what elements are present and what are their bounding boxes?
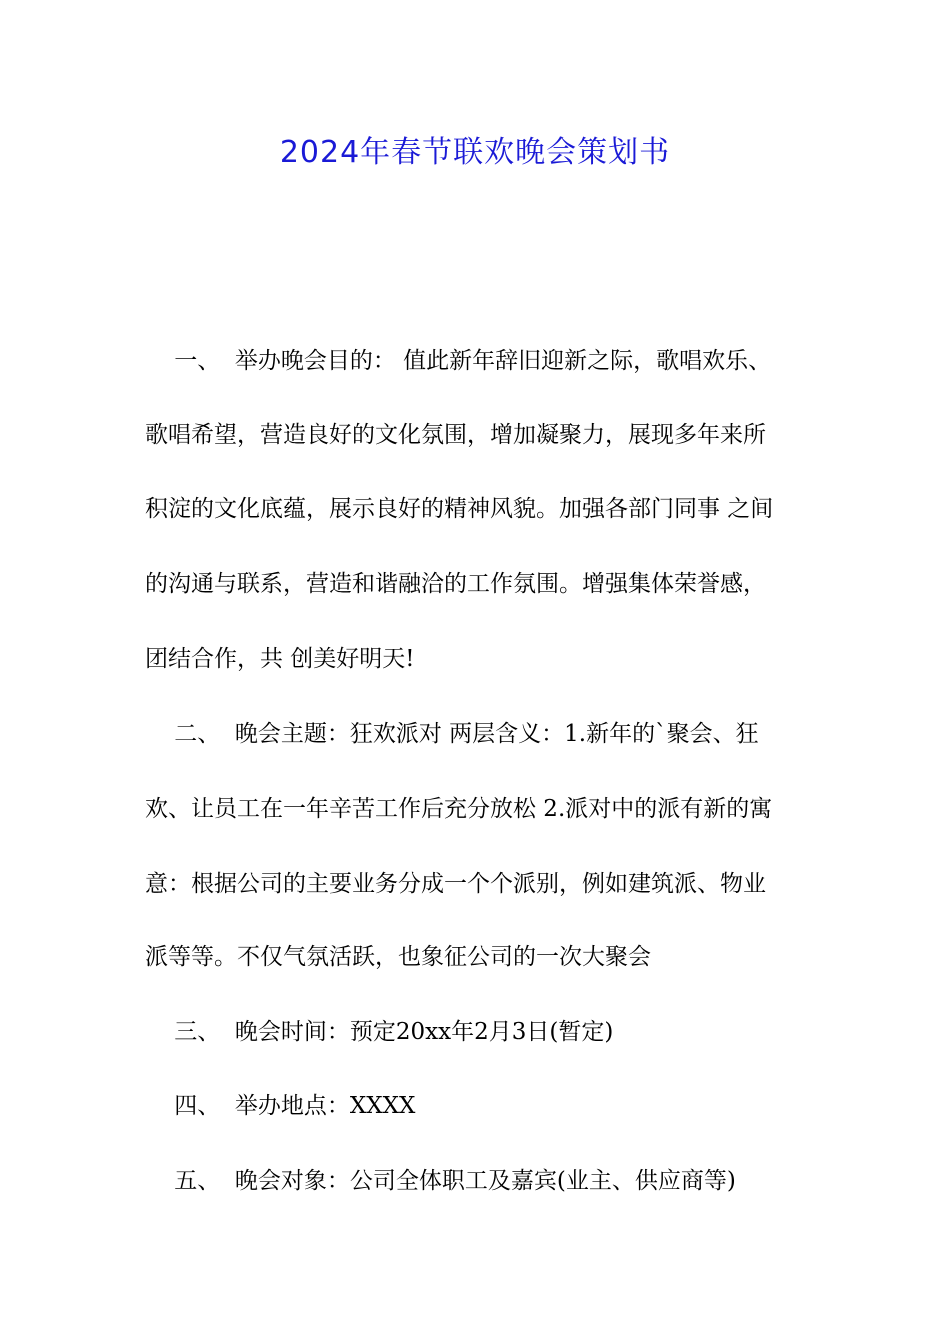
text-line-6: 二、 晚会主题：狂欢派对 两层含义：1.新年的`聚会、狂 [145, 721, 759, 747]
text-line-4: 的沟通与联系，营造和谐融洽的工作氛围。增强集体荣誉感， [145, 571, 766, 597]
text-line-1: 一、 举办晚会目的： 值此新年辞旧迎新之际，歌唱欢乐、 [145, 348, 772, 374]
text-line-5: 团结合作，共 创美好明天! [145, 646, 415, 672]
text-line-11: 四、 举办地点：XXXX [145, 1093, 416, 1119]
text-line-9: 派等等。不仅气氛活跃，也象征公司的一次大聚会 [145, 944, 651, 970]
text-line-7: 欢、让员工在一年辛苦工作后充分放松 2.派对中的派有新的寓 [145, 796, 773, 822]
text-line-2: 歌唱希望，营造良好的文化氛围，增加凝聚力，展现多年来所 [145, 422, 766, 448]
text-line-10: 三、 晚会时间：预定20xx年2月3日(暂定) [145, 1019, 614, 1045]
text-line-3: 积淀的文化底蕴，展示良好的精神风貌。加强各部门同事 之间 [145, 496, 774, 522]
document-title: 2024年春节联欢晚会策划书 [279, 135, 671, 170]
text-line-12: 五、 晚会对象：公司全体职工及嘉宾(业主、供应商等) [145, 1168, 736, 1194]
text-line-8: 意：根据公司的主要业务分成一个个派别，例如建筑派、物业 [145, 871, 766, 897]
